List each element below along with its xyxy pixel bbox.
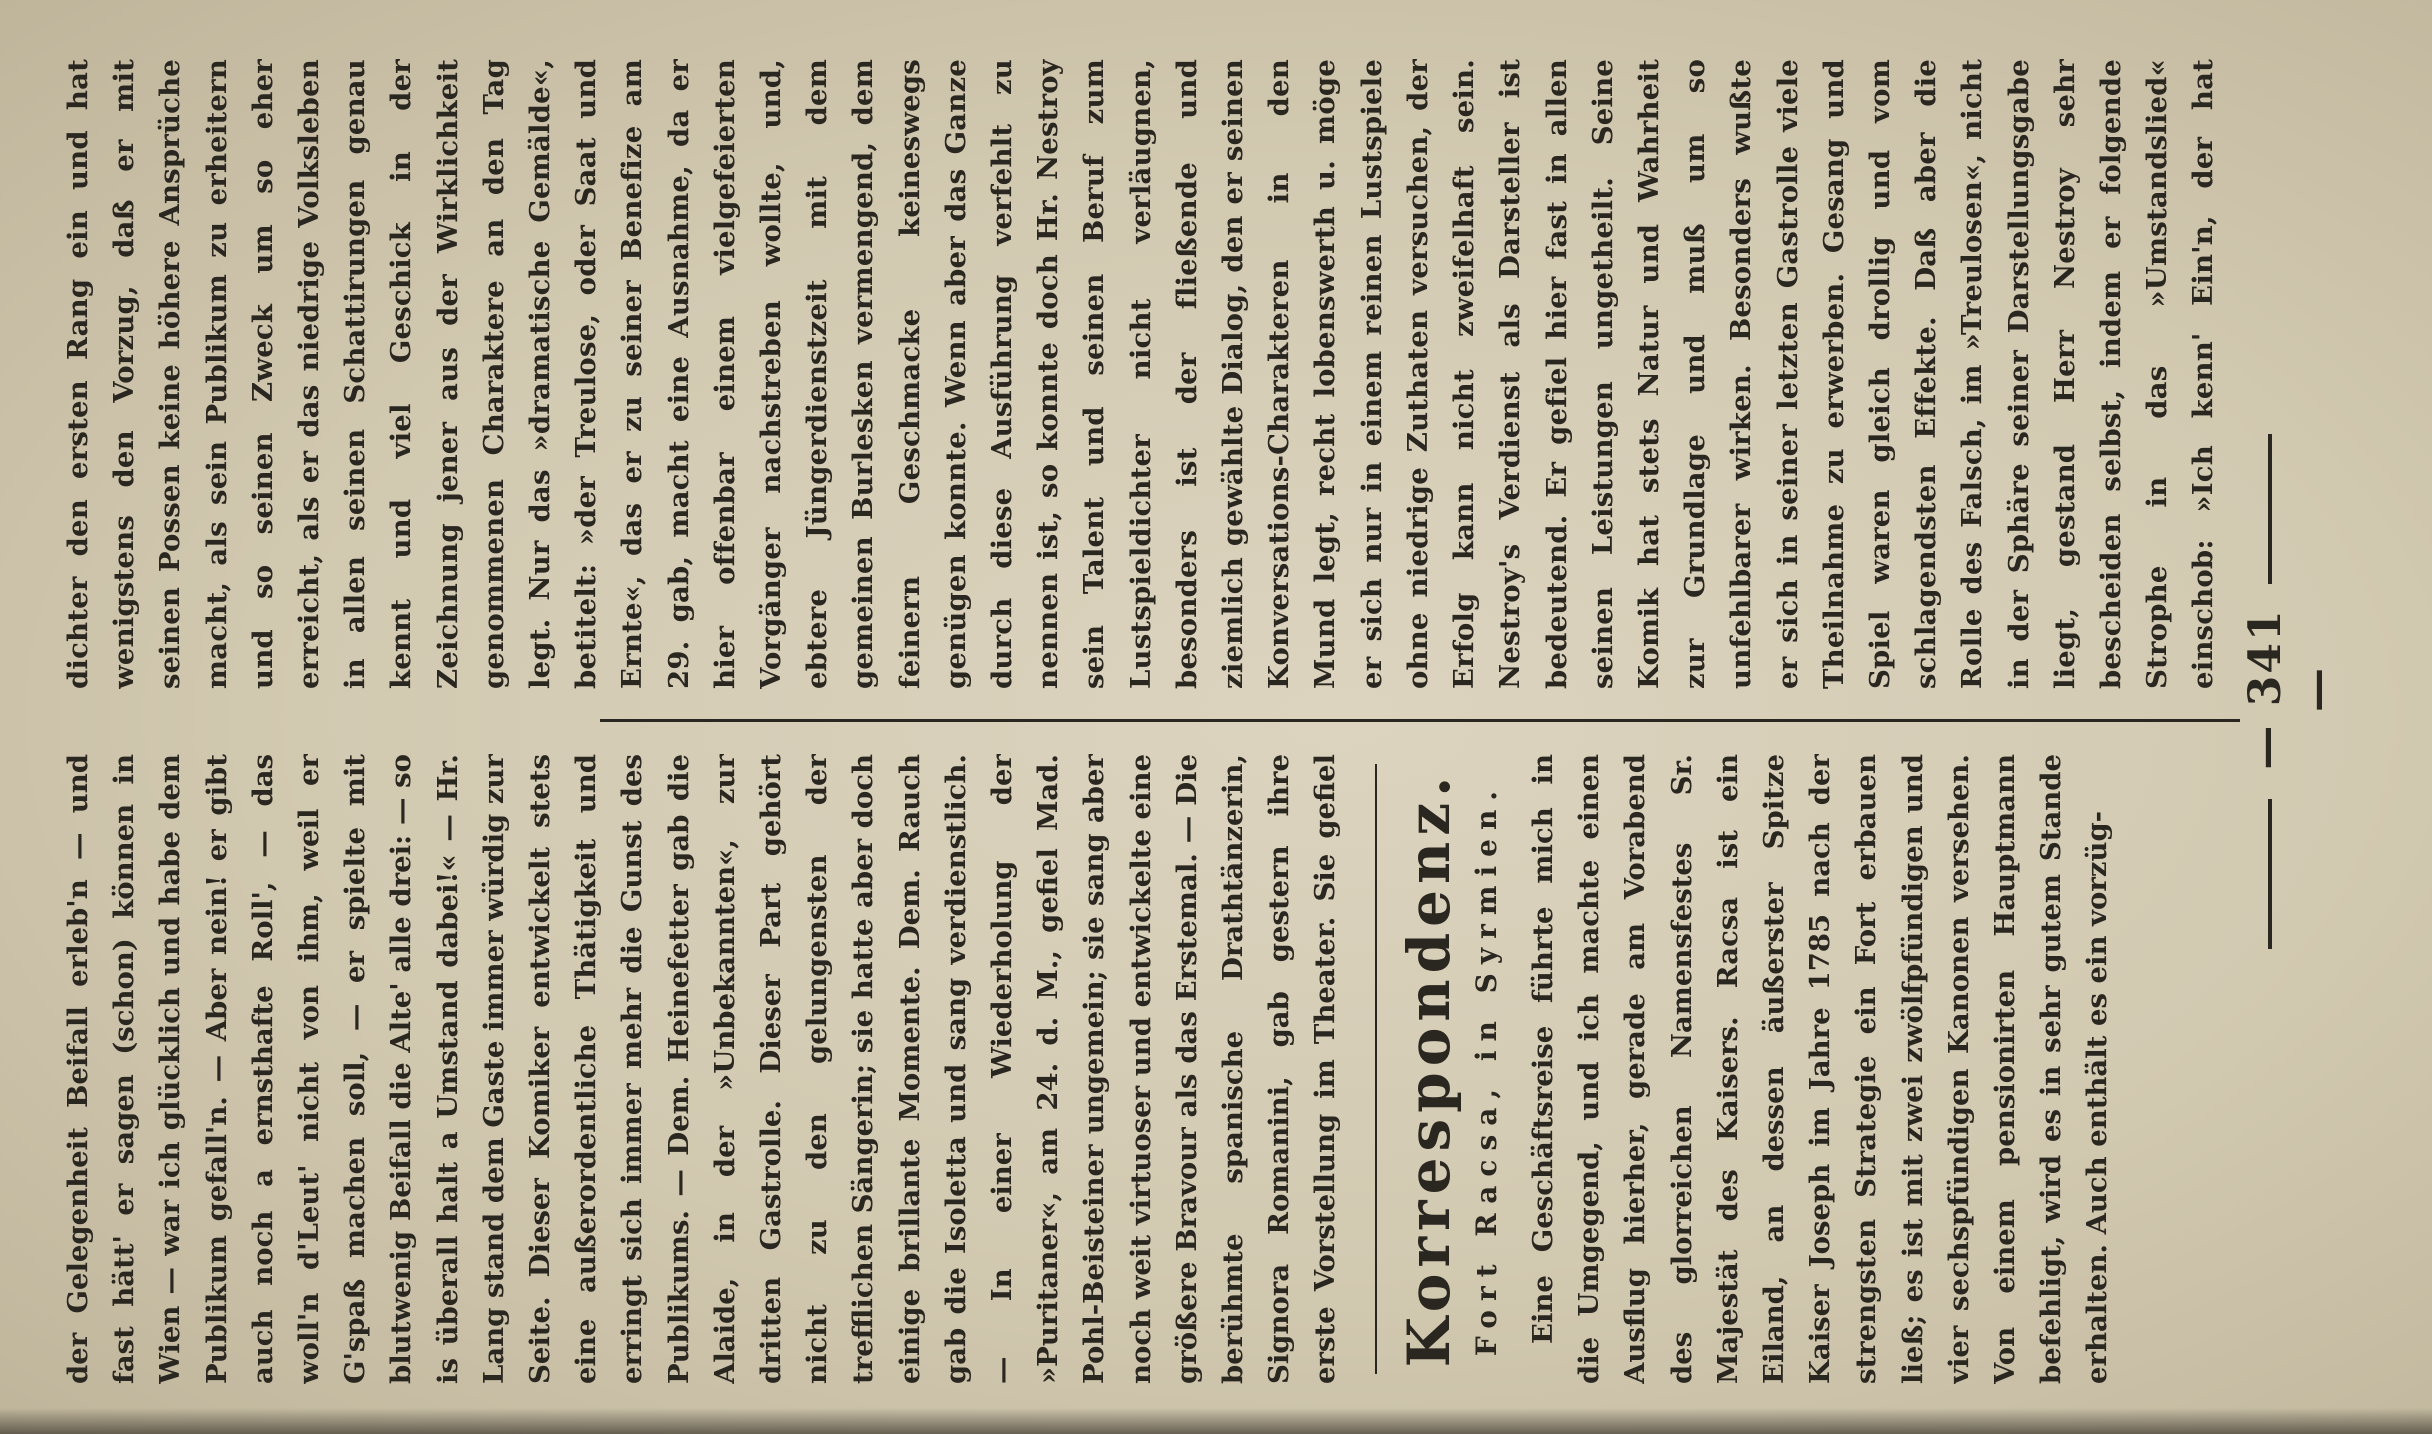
page-edge-shadow: [0, 1408, 2432, 1434]
page-header: [2240, 34, 2342, 1394]
column-divider: [600, 719, 2240, 722]
column-1-text: dichter den ersten Rang ein und hat wenigstens den Vorzug, daß er mit seinen Possen keine höhere Ansprüche macht, als sein Publikum zu erheitern und so seinen Zweck um so eher erreicht, als er das niedrige Volksleben in allen seinen Schattirungen genau kennt und viel Geschick in der Zeichnung jener aus der Wirklichkeit genommenen Charaktere an den Tag legt. Nur das »dramatische Gemälde«, betitelt: »der Treulose, oder Saat und Ernte«, das er zu seiner Benefize am 29. gab, macht eine Ausnahme, da er hier offenbar einem vielgefeierten Vorgänger nachstreben wollte, und, ebtere Jüngerdienstzeit mit dem gemeinen Burlesken vermengend, dem feinern Geschmacke keineswegs genügen konnte. Wenn aber das Ganze durch diese Ausführung verfehlt zu nennen ist, so konnte doch Hr. Nestroy sein Talent und seinen Beruf zum Lustspieldichter nicht verläugnen, besonders ist der fließende und ziemlich gewählte Dialog, den er seinen Konversations-Charakteren in den Mund legt, recht lobenswerth u. möge er sich nur in einem reinen Lustspiele ohne niedrige Zuthaten versuchen, der Erfolg kann nicht zweifelhaft sein. Nestroy's Verdienst als Darsteller ist bedeutend. Er gefiel hier fast in allen seinen Leistungen ungetheilt. Seine Komik hat stets Natur und Wahrheit zur Grundlage und muß um so unfehlbarer wirken. Besonders wußte er sich in seiner letzten Gastrolle viele Theilnahme zu erwerben. Gesang und Spiel waren gleich drollig und vom schlagendsten Effekte. Daß aber die Rolle des Falsch, im »Treulosen«, nicht in der Sphäre seiner Darstellungsgabe liegt, gestand Herr Nestroy sehr bescheiden selbst, indem er folgende Strophe in das »Umstandslied« einschob: »Ich kenn' Ein'n, der hat: [62, 59, 2220, 689]
page-number: — 341 —: [2240, 608, 2342, 770]
column-2-text: der Gelegenheit Beifall erleb'n — und fast hätt' er sagen (schon) können in Wien — war ich glücklich und habe dem Publikum gefall'n. — Aber nein! er gibt auch noch a ernsthafte Roll', — das woll'n d'Leut' nicht von ihm, weil er G'spaß machen soll, — er spielte mit blutwenig Beifall die Alte' alle drei: — so is überall halt a Umstand dabei!« — Hr. Lang stand dem Gaste immer würdig zur Seite. Dieser Komiker entwickelt stets eine außerordentliche Thätigkeit und erringt sich immer mehr die Gunst des Publikums. — Dem. Heinefetter gab die Alaide, in der »Unbekannten«, zur dritten Gastrolle. Dieser Part gehört nicht zu den gelungensten der trefflichen Sängerin; sie hatte aber doch einige brillante Momente. Dem. Rauch gab die Isoletta und sang verdienstlich. — In einer Wiederholung der »Puritaner«, am 24. d. M., gefiel Mad. Pohl-Beisteiner ungemein; sie sang aber noch weit virtuoser und entwickelte eine größere Bravour als das Erstemal. — Die berühmte spanische Drathtänzerin, Signora Romanini, gab gestern ihre erste Vorstellung im Theater. Sie gefiel: [62, 754, 1342, 1384]
correspondence-heading: Korrespondenz.: [1395, 770, 1463, 1368]
text-column-2: [55, 754, 1355, 1384]
correspondence-body: [1520, 754, 2220, 1384]
header-rule-left: [2268, 799, 2272, 949]
header-rule-right: [2268, 434, 2272, 584]
text-column-1: [55, 59, 2235, 689]
correspondence-text: Eine Geschäftsreise führte mich in die Umgegend, und ich machte einen Ausflug hierher, gerade am Vorabend des glorreichen Namensfestes Sr. Majestät des Kaisers. Racsa ist ein Eiland, an dessen äußerster Spitze Kaiser Joseph im Jahre 1785 nach der strengsten Strategie ein Fort erbauen ließ; es ist mit zwei zwölfpfündigen und vier sechspfündigen Kanonen versehen. Von einem pensionirten Hauptmann befehligt, wird es in sehr gutem Stande erhalten. Auch enthält es ein vorzüg-: [1527, 754, 2114, 1384]
correspondence-dateline: Fort Racsa, in Syrmien.: [1470, 781, 1503, 1357]
section-rule-top: [1375, 764, 1377, 1374]
